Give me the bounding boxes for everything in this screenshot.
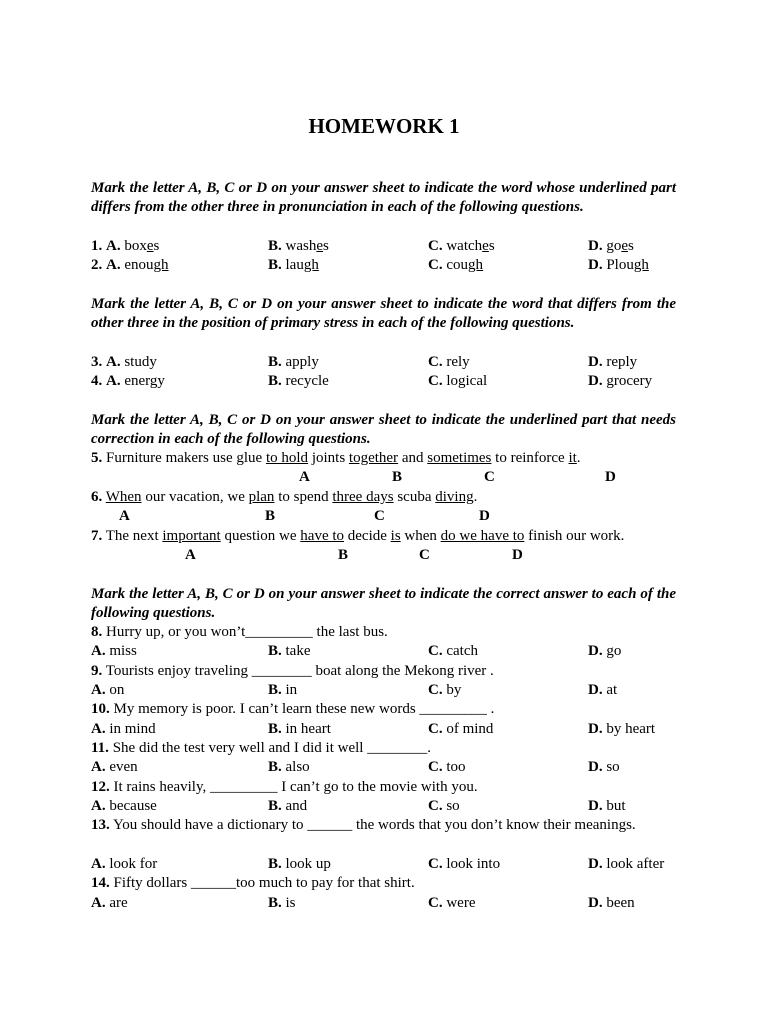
q4-option-b: B. recycle <box>268 373 329 389</box>
q9-option-a: A. on <box>91 682 125 698</box>
q1-option-b: B. washes <box>268 238 329 254</box>
question-1 <box>91 237 691 256</box>
q3-option-d: D. reply <box>588 354 638 370</box>
q14-option-c: C. were <box>428 895 476 911</box>
question-12-stem: 12. It rains heavily, _________ I can’t go to the movie with you. <box>91 779 478 795</box>
question-9-options <box>91 681 691 700</box>
q2-option-d: D. Plough <box>588 257 649 273</box>
q9-option-c: C. by <box>428 682 462 698</box>
q11-option-d: D. so <box>588 759 620 775</box>
question-10-options <box>91 720 691 739</box>
question-4 <box>91 372 691 391</box>
q6-label-b: B <box>265 508 276 524</box>
q5-label-d: D <box>605 469 616 485</box>
q6-label-a: A <box>119 508 130 524</box>
question-6: 6. When our vacation, we plan to spend three days scuba diving. <box>91 489 478 505</box>
section2-instruction: Mark the letter A, B, C or D on your answer sheet to indicate the word that differs from the other three in the position of primary stress in each of the following questions. <box>91 296 676 332</box>
q7-label-b: B <box>338 547 349 563</box>
section4-instruction: Mark the letter A, B, C or D on your answer sheet to indicate the correct answer to each of the following questions. <box>91 586 676 622</box>
q6-label-c: C <box>374 508 385 524</box>
q11-option-c: C. too <box>428 759 466 775</box>
q13-option-d: D. look after <box>588 856 665 872</box>
q14-option-a: A. are <box>91 895 128 911</box>
q3-option-c: C. rely <box>428 354 470 370</box>
q12-option-c: C. so <box>428 798 460 814</box>
q9-option-b: B. in <box>268 682 298 698</box>
question-13-options <box>91 855 691 874</box>
q13-option-b: B. look up <box>268 856 331 872</box>
q4-option-c: C. logical <box>428 373 488 389</box>
q7-label-c: C <box>419 547 430 563</box>
q10-option-c: C. of mind <box>428 721 494 737</box>
q10-option-b: B. in heart <box>268 721 331 737</box>
q13-option-c: C. look into <box>428 856 501 872</box>
q1-option-a: 1. A. boxes <box>91 238 160 254</box>
q5-label-b: B <box>392 469 403 485</box>
q8-option-d: D. go <box>588 643 622 659</box>
question-8-stem: 8. Hurry up, or you won’t_________ the last bus. <box>91 624 388 640</box>
q11-option-b: B. also <box>268 759 310 775</box>
q12-option-a: A. because <box>91 798 157 814</box>
q8-option-b: B. take <box>268 643 311 659</box>
q12-option-b: B. and <box>268 798 308 814</box>
section3-instruction: Mark the letter A, B, C or D on your answer sheet to indicate the underlined part that needs correction in each of the following questions. <box>91 412 676 448</box>
q5-label-a: A <box>299 469 310 485</box>
section1-instruction: Mark the letter A, B, C or D on your answer sheet to indicate the word whose underlined part differs from the other three in pronunciation in each of the following questions. <box>91 180 676 216</box>
q8-option-a: A. miss <box>91 643 137 659</box>
q14-option-d: D. been <box>588 895 635 911</box>
q9-option-d: D. at <box>588 682 618 698</box>
question-14-stem: 14. Fifty dollars ______too much to pay for that shirt. <box>91 875 415 891</box>
q14-option-b: B. is <box>268 895 296 911</box>
q13-option-a: A. look for <box>91 856 158 872</box>
q3-option-a: 3. A. study <box>91 354 157 370</box>
question-10-stem: 10. My memory is poor. I can’t learn these new words _________ . <box>91 701 495 717</box>
q8-option-c: C. catch <box>428 643 478 659</box>
question-11-stem: 11. She did the test very well and I did it well ________. <box>91 740 431 756</box>
question-12-options <box>91 797 691 816</box>
q5-label-c: C <box>484 469 495 485</box>
q12-option-d: D. but <box>588 798 626 814</box>
q4-option-d: D. grocery <box>588 373 653 389</box>
q1-option-d: D. goes <box>588 238 634 254</box>
q1-option-c: C. watches <box>428 238 495 254</box>
question-11-options <box>91 758 691 777</box>
q3-option-b: B. apply <box>268 354 319 370</box>
q4-option-a: 4. A. energy <box>91 373 165 389</box>
page-title: HOMEWORK 1 <box>308 114 460 138</box>
question-8-options <box>91 642 691 661</box>
q2-option-c: C. cough <box>428 257 484 273</box>
question-2 <box>91 256 691 275</box>
question-13-stem: 13. You should have a dictionary to ______ the words that you don’t know their meanings. <box>91 817 636 833</box>
question-3 <box>91 353 691 372</box>
q11-option-a: A. even <box>91 759 138 775</box>
q2-option-a: 2. A. enough <box>91 257 169 273</box>
q2-option-b: B. laugh <box>268 257 319 273</box>
q7-label-a: A <box>185 547 196 563</box>
q10-option-a: A. in mind <box>91 721 156 737</box>
question-7: 7. The next important question we have to decide is when do we have to finish our work. <box>91 528 625 544</box>
question-9-stem: 9. Tourists enjoy traveling ________ boat along the Mekong river . <box>91 663 494 679</box>
q10-option-d: D. by heart <box>588 721 656 737</box>
question-5: 5. Furniture makers use glue to hold joints together and sometimes to reinforce it. <box>91 450 581 466</box>
q7-label-d: D <box>512 547 523 563</box>
q6-label-d: D <box>479 508 490 524</box>
question-14-options <box>91 894 691 913</box>
